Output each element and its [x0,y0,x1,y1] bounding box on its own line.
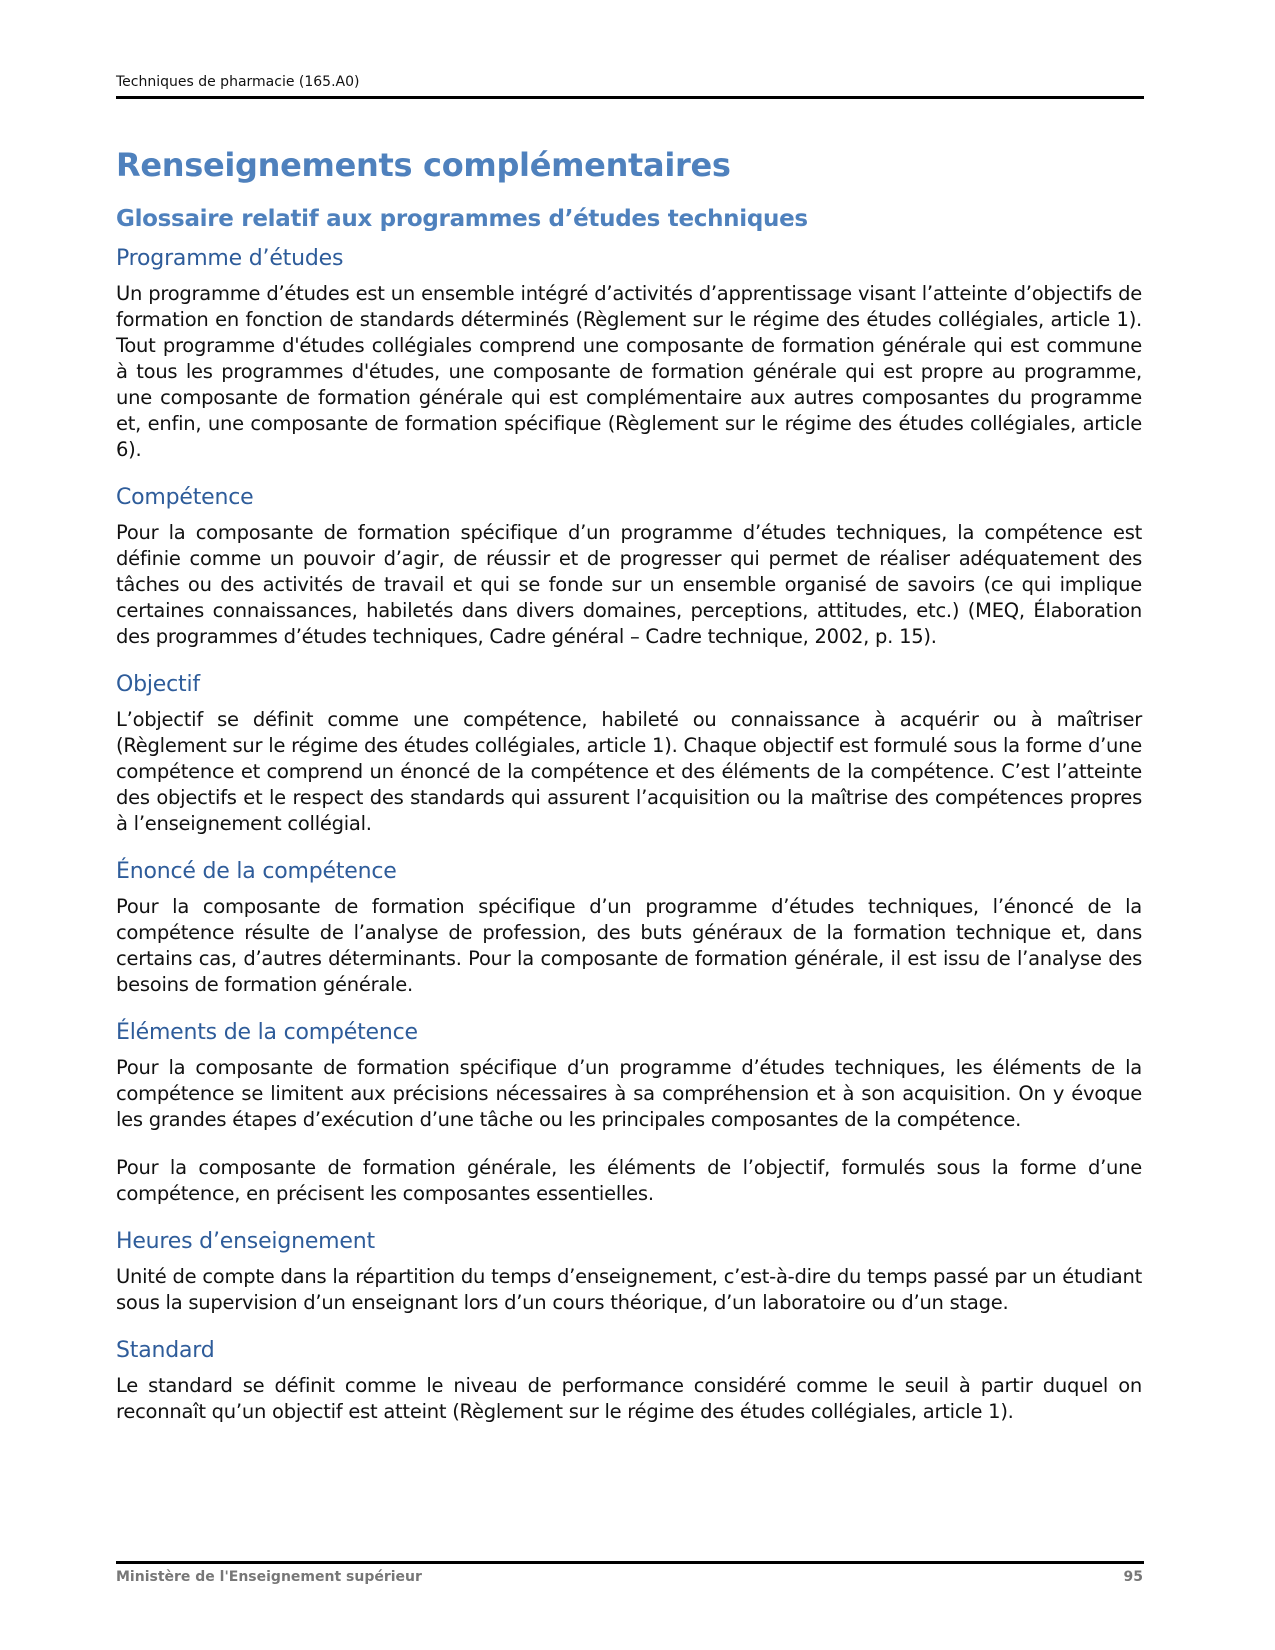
term-heading: Compétence [116,485,254,510]
term-definition: Pour la composante de formation générale, les éléments de l’objectif, formulés sous la forme d’une compétence, en précisent les composantes essentielles. [116,1156,1142,1205]
term-definition: Le standard se définit comme le niveau de performance considéré comme le seuil à partir duquel on reconnaît qu’un objectif est atteint (Règlement sur le régime des études collégiales, article 1). [116,1374,1142,1423]
term-heading: Éléments de la compétence [116,1020,418,1045]
term-definition: Un programme d’études est un ensemble intégré d’activités d’apprentissage visant l’atteinte d’objectifs de formation en fonction de standards déterminés (Règlement sur le régime des études collégiales, article 1). Tout programme d'études collégiales comprend une composante de formation générale qui est commune à tous les programmes d'études, une composante de formation générale qui est propre au programme, une composante de formation générale qui est complémentaire aux autres composantes du programme et, enfin, une composante de formation spécifique (Règlement sur le régime des études collégiales, article 6). [116,282,1142,461]
term-definition: Unité de compte dans la répartition du temps d’enseignement, c’est-à-dire du temps passé par un étudiant sous la supervision d’un enseignant lors d’un cours théorique, d’un laboratoire ou d’un stage. [116,1265,1142,1314]
section-title: Glossaire relatif aux programmes d’études techniques [116,206,808,232]
term-definition: Pour la composante de formation spécifique d’un programme d’études techniques, l’énoncé de la compétence résulte de l’analyse de profession, des buts généraux de la formation technique et, dans certains cas, d’autres déterminants. Pour la composante de formation générale, il est issu de l’analyse des besoins de formation générale. [116,895,1142,996]
footer-rule [116,1561,1144,1564]
term-definition: Pour la composante de formation spécifique d’un programme d’études techniques, les éléments de la compétence se limitent aux précisions nécessaires à sa compréhension et à son acquisition. On y évoque les grandes étapes d’exécution d’une tâche ou les principales composantes de la compétence. [116,1056,1142,1131]
page-content [116,146,1142,1447]
page-title: Renseignements complémentaires [116,146,731,184]
term-definition: Pour la composante de formation spécifique d’un programme d’études techniques, la compétence est définie comme un pouvoir d’agir, de réussir et de progresser qui permet de réaliser adéquatement des tâches ou des activités de travail et qui se fonde sur un ensemble organisé de savoirs (ce qui implique certaines connaissances, habiletés dans divers domaines, perceptions, attitudes, etc.) (MEQ, Élaboration des programmes d’études techniques, Cadre général – Cadre technique, 2002, p. 15). [116,521,1142,648]
header-rule [116,96,1144,99]
running-header: Techniques de pharmacie (165.A0) [116,74,360,90]
footer-publisher: Ministère de l'Enseignement supérieur [116,1569,422,1585]
term-definition: L’objectif se définit comme une compétence, habileté ou connaissance à acquérir ou à maîtriser (Règlement sur le régime des études collégiales, article 1). Chaque objectif est formulé sous la forme d’une compétence et comprend un énoncé de la compétence et des éléments de la compétence. C’est l’atteinte des objectifs et le respect des standards qui assurent l’acquisition ou la maîtrise des compétences propres à l’enseignement collégial. [116,708,1142,835]
term-heading: Standard [116,1338,215,1363]
term-heading: Heures d’enseignement [116,1229,375,1254]
term-heading: Programme d’études [116,246,344,271]
term-heading: Énoncé de la compétence [116,859,397,884]
term-heading: Objectif [116,672,200,697]
page-number: 95 [1123,1569,1143,1585]
